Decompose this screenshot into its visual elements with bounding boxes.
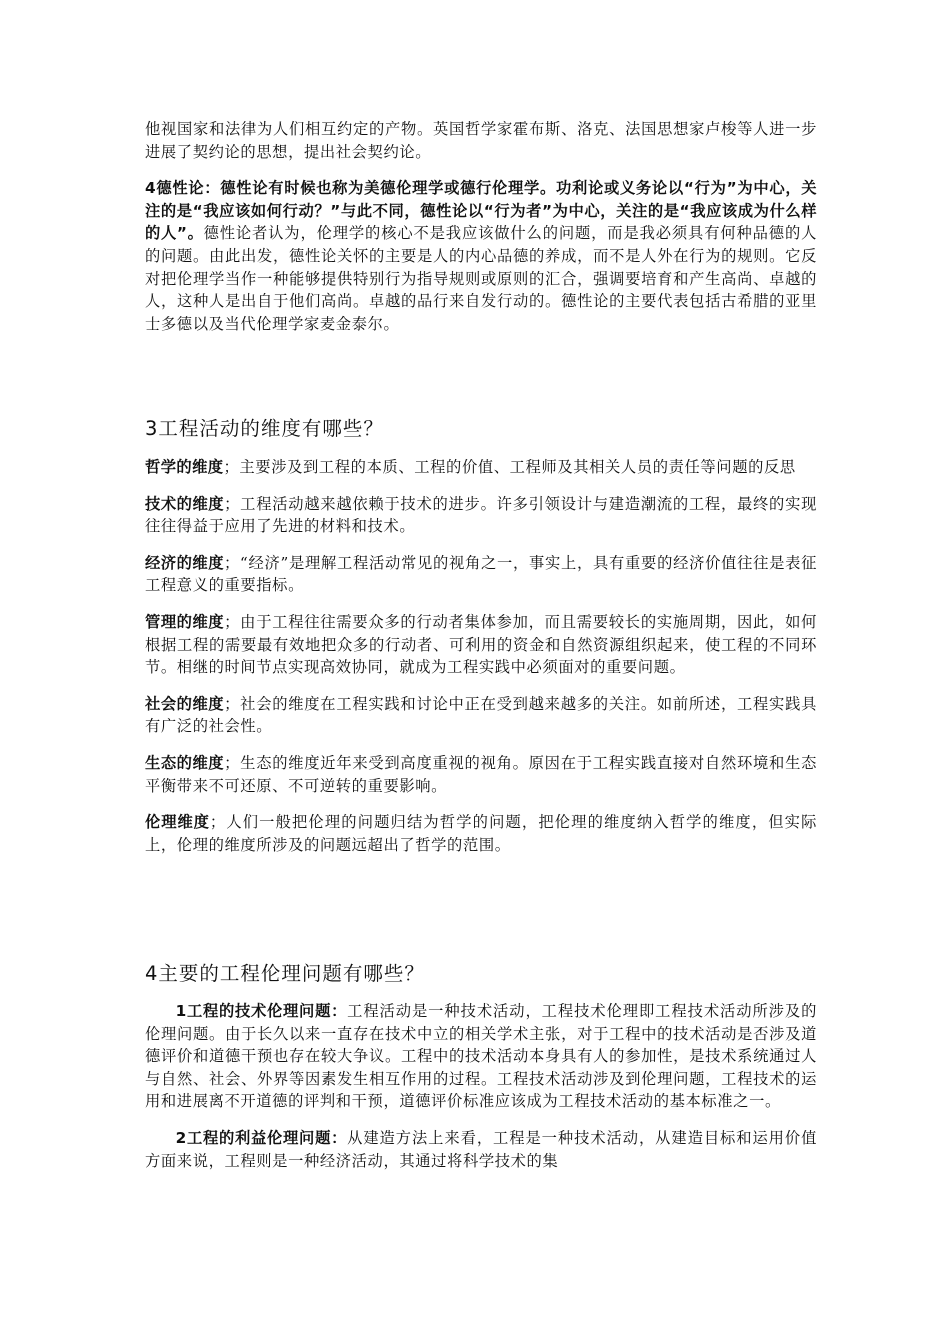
section3-heading: 3工程活动的维度有哪些？ [145,417,384,440]
virtue-ethics-bold: 4德性论：德性论有时候也称为美德伦理学或德行伦理学。功利论或义务论以“行为”为中心，关注的是“我应该如何行动？”与此不同，德性论以“行为者”为中心，关注的是“我应该成为什么样的人”。 [145,179,817,243]
dimension-item [145,493,817,538]
dimension-term: 哲学的维度 [145,458,224,476]
dimension-text: ；社会的维度在工程实践和讨论中正在受到越来越多的关注。如前所述，工程实践具有广泛的社会性。 [145,694,817,736]
ethics-issues-list [145,1000,817,1172]
dimension-text: ；由于工程往往需要众多的行动者集体参加，而且需要较长的实施周期，因此，如何根据工程的需要最有效地把众多的行动者、可利用的资金和自然资源组织起来，使工程的不同环节。相继的时间节点实现高效协同，就成为工程实践中必须面对的重要问题。 [145,612,817,677]
virtue-ethics-text: 德性论者认为，伦理学的核心不是我应该做什么的问题，而是我必须具有何种品德的人的问题。由此出发，德性论关怀的主要是人的内心品德的养成，而不是人外在行为的规则。它反对把伦理学当作一种能够提供特别行为指导规则或原则的汇合，强调要培育和产生高尚、卓越的人，这种人是出自于他们高尚。卓越的品行来自发行动的。德性论的主要代表包括古希腊的亚里士多德以及当代伦理学家麦金泰尔。 [145,224,817,333]
dimension-text: ；生态的维度近年来受到高度重视的视角。原因在于工程实践直接对自然环境和生态平衡带来不可还原、不可逆转的重要影响。 [145,753,817,795]
virtue-ethics-paragraph [145,177,817,335]
intro-paragraph: 他视国家和法律为人们相互约定的产物。英国哲学家霍布斯、洛克、法国思想家卢梭等人进一步进展了契约论的思想，提出社会契约论。 [145,120,817,161]
dimension-term: 经济的维度 [145,553,225,572]
dimension-term: 生态的维度 [145,753,225,772]
dimension-term: 技术的维度 [145,494,225,513]
dimension-item [145,552,817,597]
dimension-item [145,811,817,856]
dimension-term: 伦理维度 [145,813,210,832]
dimension-text: ；工程活动越来越依赖于技术的进步。许多引领设计与建造潮流的工程，最终的实现往往得益于应用了先进的材料和技术。 [145,494,817,536]
ethics-issue-item [145,1000,817,1113]
dimension-term: 管理的维度 [145,612,225,631]
dimension-item [145,693,817,738]
ethics-issue-item [145,1127,817,1172]
document-body [145,118,817,335]
dimension-item [145,611,817,679]
dimension-item [145,752,817,797]
dimensions-list [145,456,817,856]
ethics-issue-term: 1工程的技术伦理问题： [175,1002,348,1020]
dimension-text: ；人们一般把伦理的问题归结为哲学的问题，把伦理的维度纳入哲学的维度，但实际上，伦理的维度所涉及的问题远超出了哲学的范围。 [145,813,817,854]
ethics-issue-term: 2工程的利益伦理问题： [175,1128,348,1147]
dimension-term: 社会的维度 [145,694,225,713]
dimension-text: ；主要涉及到工程的本质、工程的价值、工程师及其相关人员的责任等问题的反思 [223,458,796,476]
dimension-item [145,456,817,479]
ethics-issue-text: 工程活动是一种技术活动，工程技术伦理即工程技术活动所涉及的伦理问题。由于长久以来一直存在技术中立的相关学术主张，对于工程中的技术活动是否涉及道德评价和道德干预也存在较大争议。工程中的技术活动本身具有人的参加性，是技术系统通过人与自然、社会、外界等因素发生相互作用的过程。工程技术活动涉及到伦理问题，工程技术的运用和进展离不开道德的评判和干预，道德评价标准应该成为工程技术活动的基本标准之一。 [145,1002,818,1111]
dimension-text: ；“经济”是理解工程活动常见的视角之一，事实上，具有重要的经济价值往往是表征工程意义的重要指标。 [145,553,817,595]
section4-heading: 4主要的工程伦理问题有哪些？ [145,962,425,985]
ethics-issue-text: 从建造方法上来看，工程是一种技术活动，从建造目标和运用价值方面来说，工程则是一种经济活动，其通过将科学技术的集 [145,1128,818,1170]
